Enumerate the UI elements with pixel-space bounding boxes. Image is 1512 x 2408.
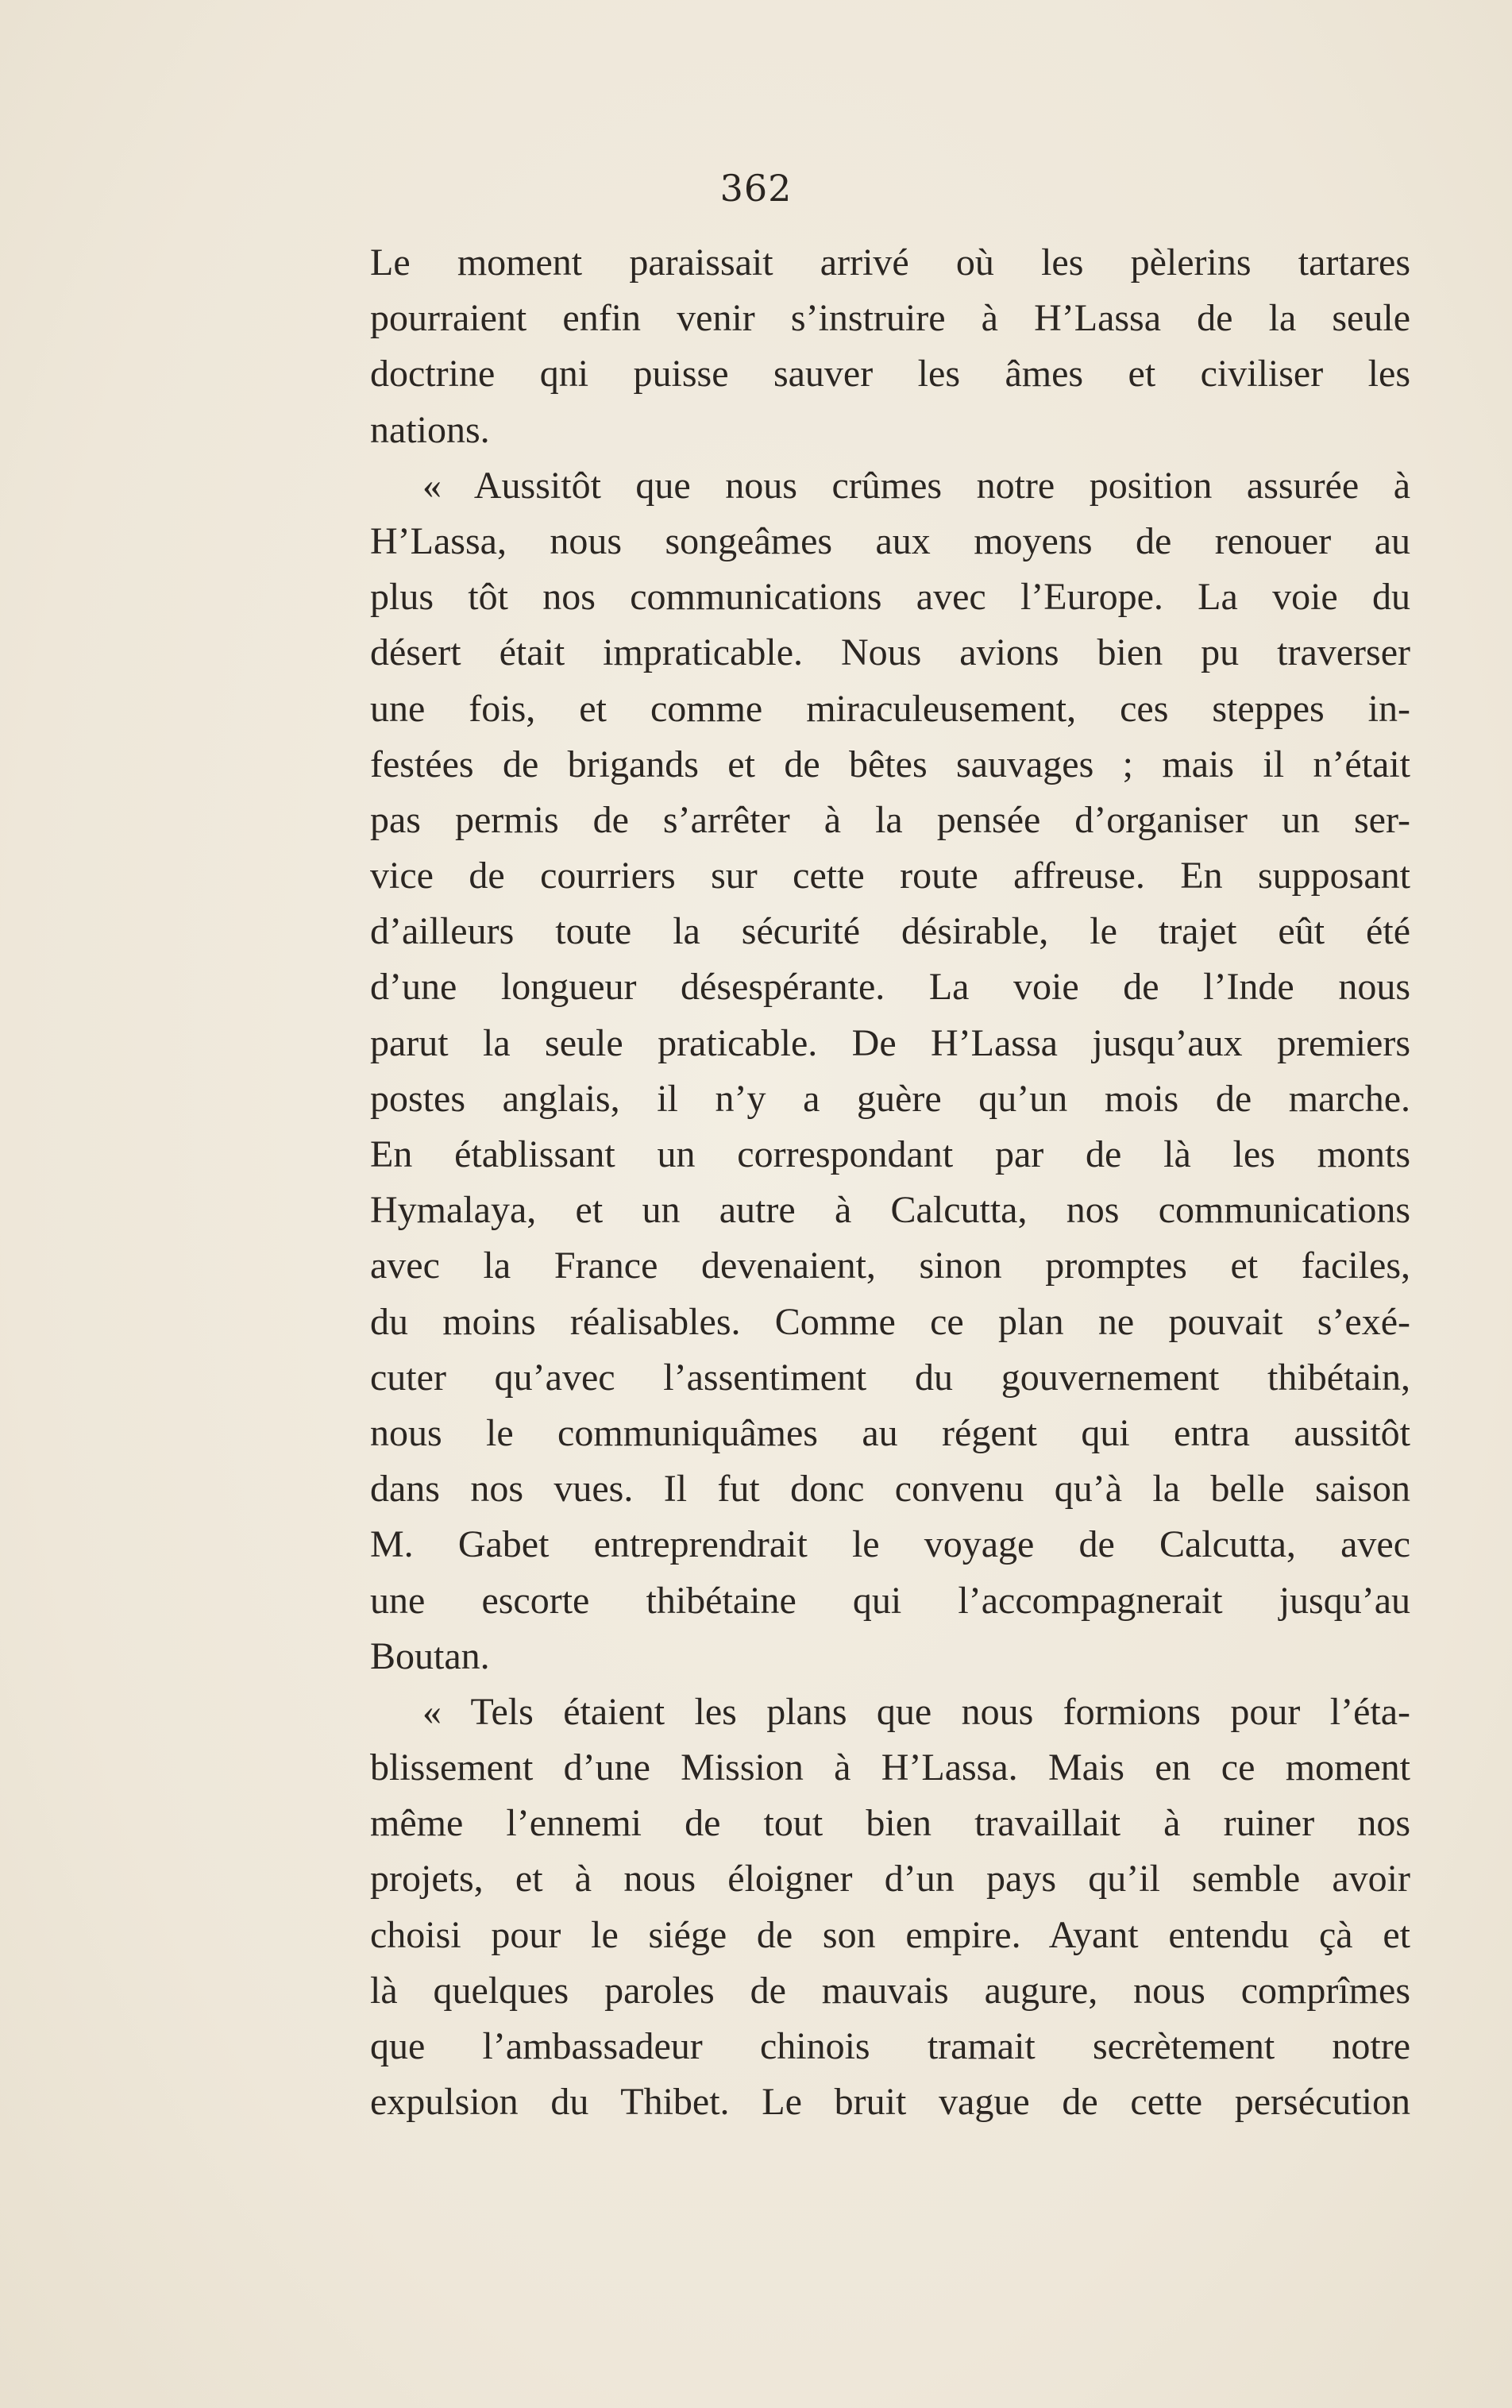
text-line: « Tels étaient les plans que nous formions pour l’éta- <box>422 1690 1410 1733</box>
text-line: M. Gabet entreprendrait le voyage de Calcutta, avec <box>370 1523 1410 1566</box>
text-line: En établissant un correspondant par de là les monts <box>370 1133 1410 1175</box>
text-line: doctrine qni puisse sauver les âmes et civiliser les <box>370 353 1410 396</box>
text-line: nations. <box>370 408 490 451</box>
text-line: « Aussitôt que nous crûmes notre position assurée à <box>422 464 1410 507</box>
text-line: du moins réalisables. Comme ce plan ne pouvait s’exé- <box>370 1300 1410 1343</box>
text-line: H’Lassa, nous songeâmes aux moyens de renouer au <box>370 519 1410 562</box>
text-line: une fois, et comme miraculeusement, ces steppes in- <box>370 687 1410 730</box>
text-line: Hymalaya, et un autre à Calcutta, nos communications <box>370 1189 1410 1232</box>
text-line: nous le communiquâmes au régent qui entra aussitôt <box>370 1411 1410 1454</box>
text-line: choisi pour le siége de son empire. Ayant entendu çà et <box>370 1913 1410 1956</box>
text-line: Le moment paraissait arrivé où les pèlerins tartares <box>370 241 1410 284</box>
text-line: avec la France devenaient, sinon promptes et faciles, <box>370 1245 1410 1287</box>
text-line: pourraient enfin venir s’instruire à H’Lassa de la seule <box>370 297 1410 340</box>
text-line: parut la seule praticable. De H’Lassa jusqu’aux premiers <box>370 1021 1410 1064</box>
text-line: que l’ambassadeur chinois tramait secrètement notre <box>370 2025 1410 2067</box>
text-line: projets, et à nous éloigner d’un pays qu’il semble avoir <box>370 1858 1410 1901</box>
text-line: blissement d’une Mission à H’Lassa. Mais en ce moment <box>370 1746 1410 1789</box>
text-line: même l’ennemi de tout bien travaillait à ruiner nos <box>370 1802 1410 1845</box>
text-line: plus tôt nos communications avec l’Europe. La voie du <box>370 576 1410 619</box>
text-line: d’ailleurs toute la sécurité désirable, le trajet eût été <box>370 910 1410 953</box>
body-text <box>370 235 1410 2130</box>
page-number: 362 <box>719 167 793 210</box>
text-line: pas permis de s’arrêter à la pensée d’organiser un ser- <box>370 798 1410 841</box>
text-line: vice de courriers sur cette route affreuse. En supposant <box>370 855 1410 897</box>
text-line: Boutan. <box>370 1634 490 1677</box>
text-line: là quelques paroles de mauvais augure, nous comprîmes <box>370 1969 1410 2012</box>
text-line: cuter qu’avec l’assentiment du gouvernement thibétain, <box>370 1356 1410 1399</box>
text-line: désert était impraticable. Nous avions bien pu traverser <box>370 631 1410 674</box>
text-line: postes anglais, il n’y a guère qu’un mois de marche. <box>370 1077 1410 1120</box>
text-line: une escorte thibétaine qui l’accompagnerait jusqu’au <box>370 1579 1410 1622</box>
text-line: dans nos vues. Il fut donc convenu qu’à la belle saison <box>370 1468 1410 1511</box>
text-line: festées de brigands et de bêtes sauvages ; mais il n’était <box>370 743 1410 785</box>
text-line: d’une longueur désespérante. La voie de l’Inde nous <box>370 966 1410 1009</box>
text-line: expulsion du Thibet. Le bruit vague de cette persécution <box>370 2081 1410 2124</box>
